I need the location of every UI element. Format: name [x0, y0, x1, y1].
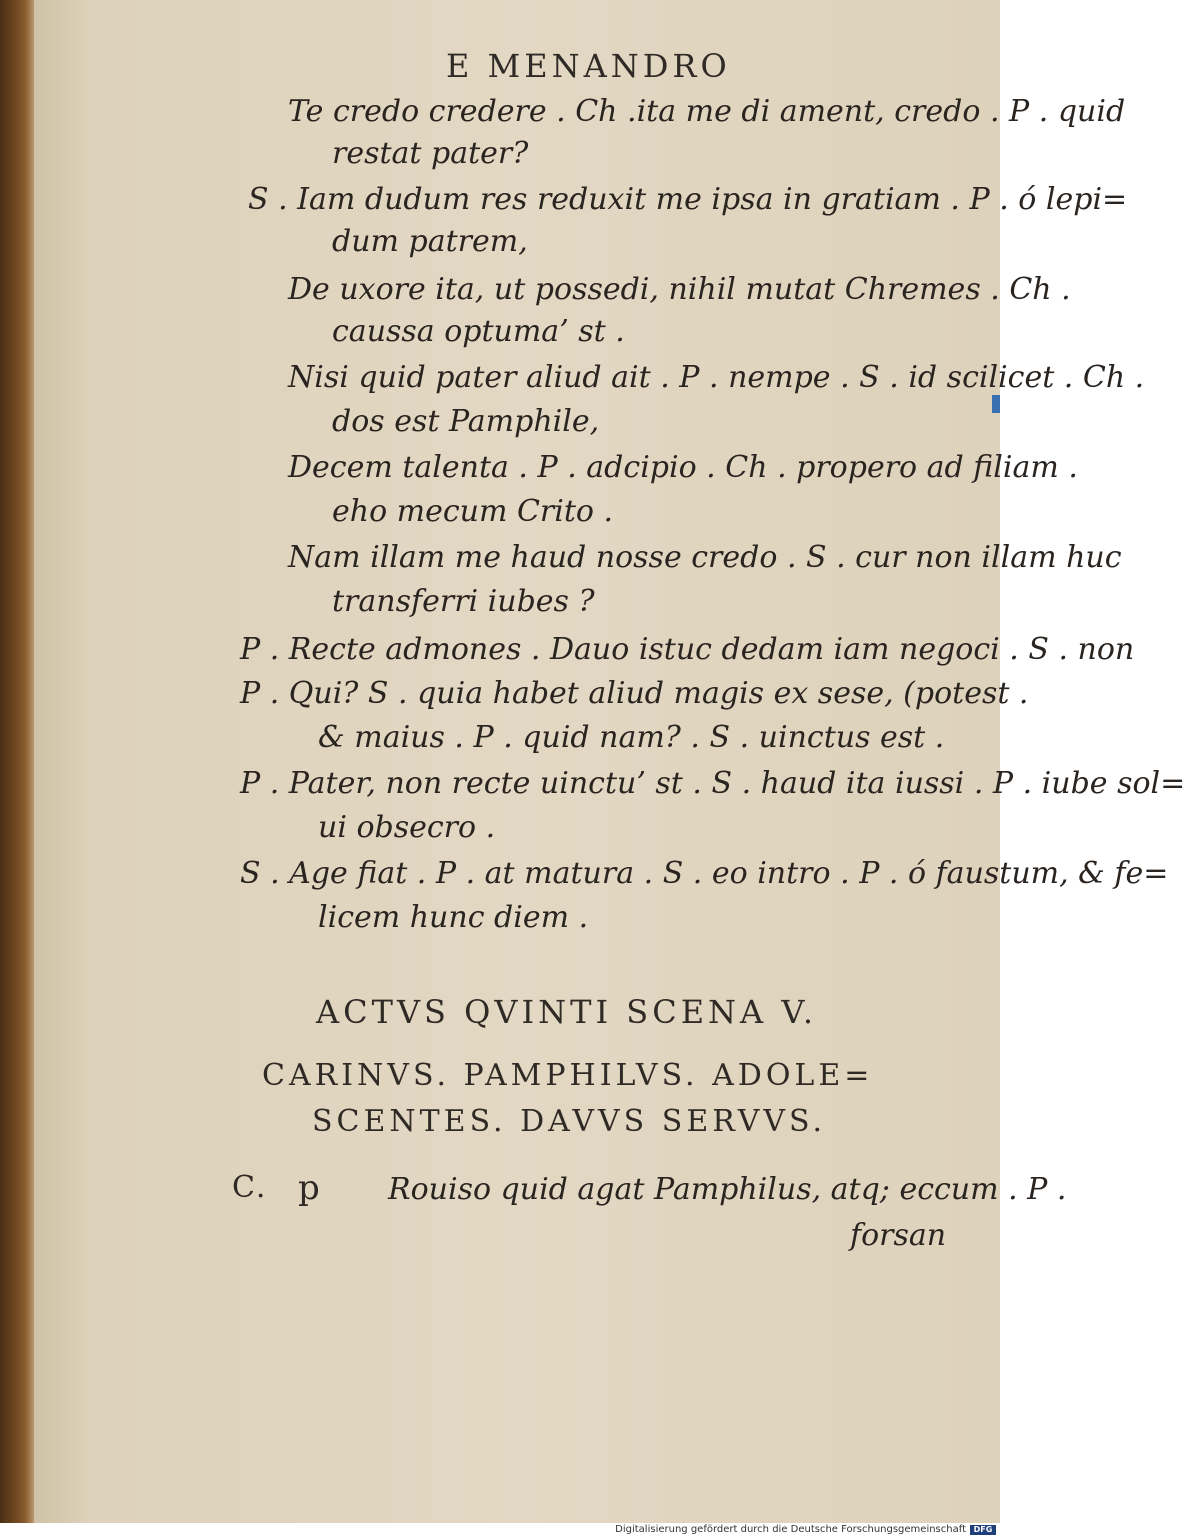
text-line-4: dum patrem, [332, 224, 528, 259]
text-line-14: P . Qui? S . quia habet aliud magis ex sese, (potest . [240, 676, 1029, 711]
closing-line-1: Rouiso quid agat Pamphilus, atq; eccum . P . [388, 1172, 1067, 1207]
text-line-15: & maius . P . quid nam? . S . uinctus est . [318, 720, 945, 755]
text-line-18: S . Age fiat . P . at matura . S . eo intro . P . ó faustum, & fe= [240, 856, 1169, 891]
book-binding [0, 0, 34, 1525]
text-line-8: dos est Pamphile, [332, 404, 600, 439]
text-line-12: transferri iubes ? [332, 584, 595, 619]
text-line-17: ui obsecro . [318, 810, 496, 845]
text-line-5: De uxore ita, ut possedi, nihil mutat Chremes . Ch . [288, 272, 1071, 307]
text-line-13: P . Recte admones . Dauo istuc dedam iam negoci . S . non [240, 632, 1135, 667]
text-line-1: Te credo credere . Ch .ita me di ament, credo . P . quid [288, 94, 1126, 129]
text-line-10: eho mecum Crito . [332, 494, 614, 529]
running-title: E MENANDRO [446, 47, 731, 85]
closing-initial: p [298, 1168, 324, 1208]
text-line-3: S . Iam dudum res reduxit me ipsa in gratiam . P . ó lepi= [248, 182, 1128, 217]
catchword: forsan [850, 1218, 947, 1253]
text-line-2: restat pater? [332, 136, 529, 171]
scene-persons-line-1: CARINVS. PAMPHILVS. ADOLE= [262, 1058, 874, 1093]
text-line-9: Decem talenta . P . adcipio . Ch . propero ad filiam . [288, 450, 1078, 485]
text-line-19: licem hunc diem . [318, 900, 589, 935]
digitization-credit: Digitalisierung gefördert durch die Deutsche Forschungsgemeinschaft [615, 1524, 966, 1535]
text-line-16: P . Pater, non recte uinctu’ st . S . haud ita iussi . P . iube sol= [240, 766, 1185, 801]
closing-speaker: C. [232, 1170, 268, 1205]
footer-bar [0, 1523, 1000, 1537]
scene-heading: ACTVS QVINTI SCENA V. [316, 993, 818, 1031]
dfg-logo-icon: DFG [970, 1525, 996, 1535]
scene-persons-line-2: SCENTES. DAVVS SERVVS. [312, 1104, 827, 1139]
text-line-7: Nisi quid pater aliud ait . P . nempe . S . id scilicet . Ch . [288, 360, 1145, 395]
text-line-11: Nam illam me haud nosse credo . S . cur non illam huc [288, 540, 1122, 575]
text-line-6: caussa optuma’ st . [332, 314, 625, 349]
